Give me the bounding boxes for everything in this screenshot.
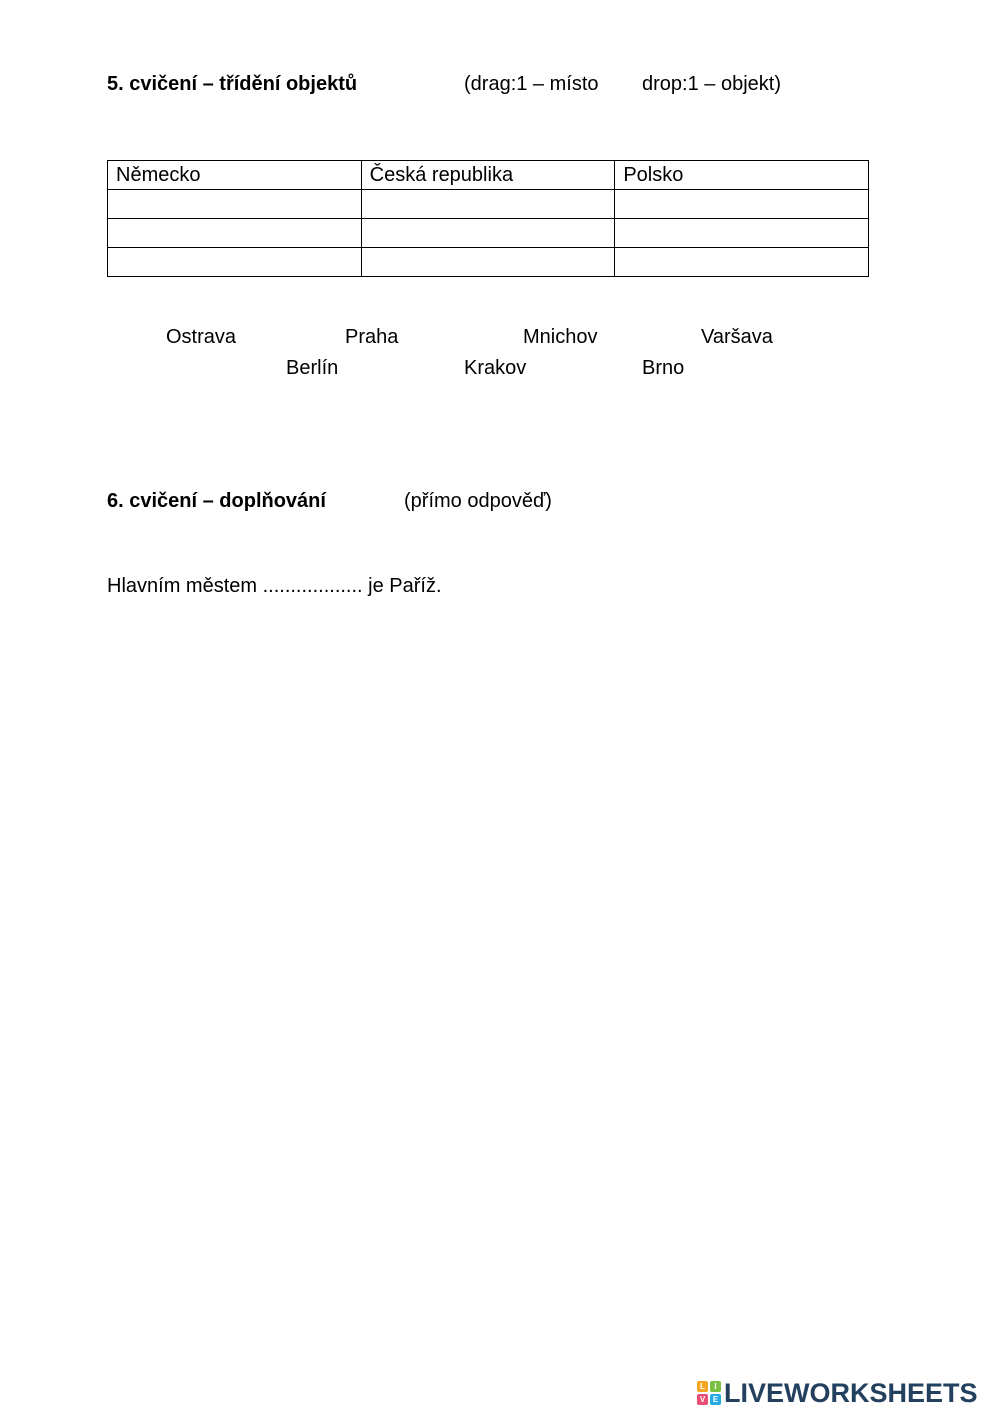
logo-square: V [697,1394,708,1405]
drop-cell[interactable] [108,219,362,248]
drag-word-berlin[interactable]: Berlín [286,357,339,379]
drop-cell[interactable] [361,219,615,248]
table-row [108,248,869,277]
drop-cell[interactable] [361,190,615,219]
exercise6-title: 6. cvičení – doplňování [107,490,326,512]
logo-square: E [710,1394,721,1405]
drag-word-krakov[interactable]: Krakov [464,357,527,379]
logo-text: LIVEWORKSHEETS [724,1377,978,1408]
drag-word-varsava[interactable]: Varšava [701,326,773,348]
drop-cell[interactable] [108,190,362,219]
drag-word-brno[interactable]: Brno [642,357,685,379]
table-header-row [108,161,869,190]
drop-cell[interactable] [615,248,869,277]
drag-word-mnichov[interactable]: Mnichov [523,326,598,348]
drop-cell[interactable] [108,248,362,277]
liveworksheets-logo [697,1378,978,1408]
drop-cell[interactable] [615,190,869,219]
logo-square: L [697,1381,708,1392]
exercise5-note-drop: drop:1 – objekt) [642,73,781,95]
table-row [108,219,869,248]
logo-squares-icon [697,1381,721,1405]
drag-word-praha[interactable]: Praha [345,326,399,348]
drop-cell[interactable] [361,248,615,277]
exercise5-note-drag: (drag:1 – místo [464,73,599,95]
column-header-czech-republic: Česká republika [361,161,615,190]
drop-cell[interactable] [615,219,869,248]
exercise6-note: (přímo odpověď) [404,490,552,512]
sorting-table [107,160,869,277]
drag-word-ostrava[interactable]: Ostrava [166,326,237,348]
table-row [108,190,869,219]
column-header-germany: Německo [108,161,362,190]
column-header-poland: Polsko [615,161,869,190]
logo-square: I [710,1381,721,1392]
exercise5-title: 5. cvičení – třídění objektů [107,73,358,95]
fill-in-sentence[interactable]: Hlavním městem .................. je Paříž. [107,575,442,597]
